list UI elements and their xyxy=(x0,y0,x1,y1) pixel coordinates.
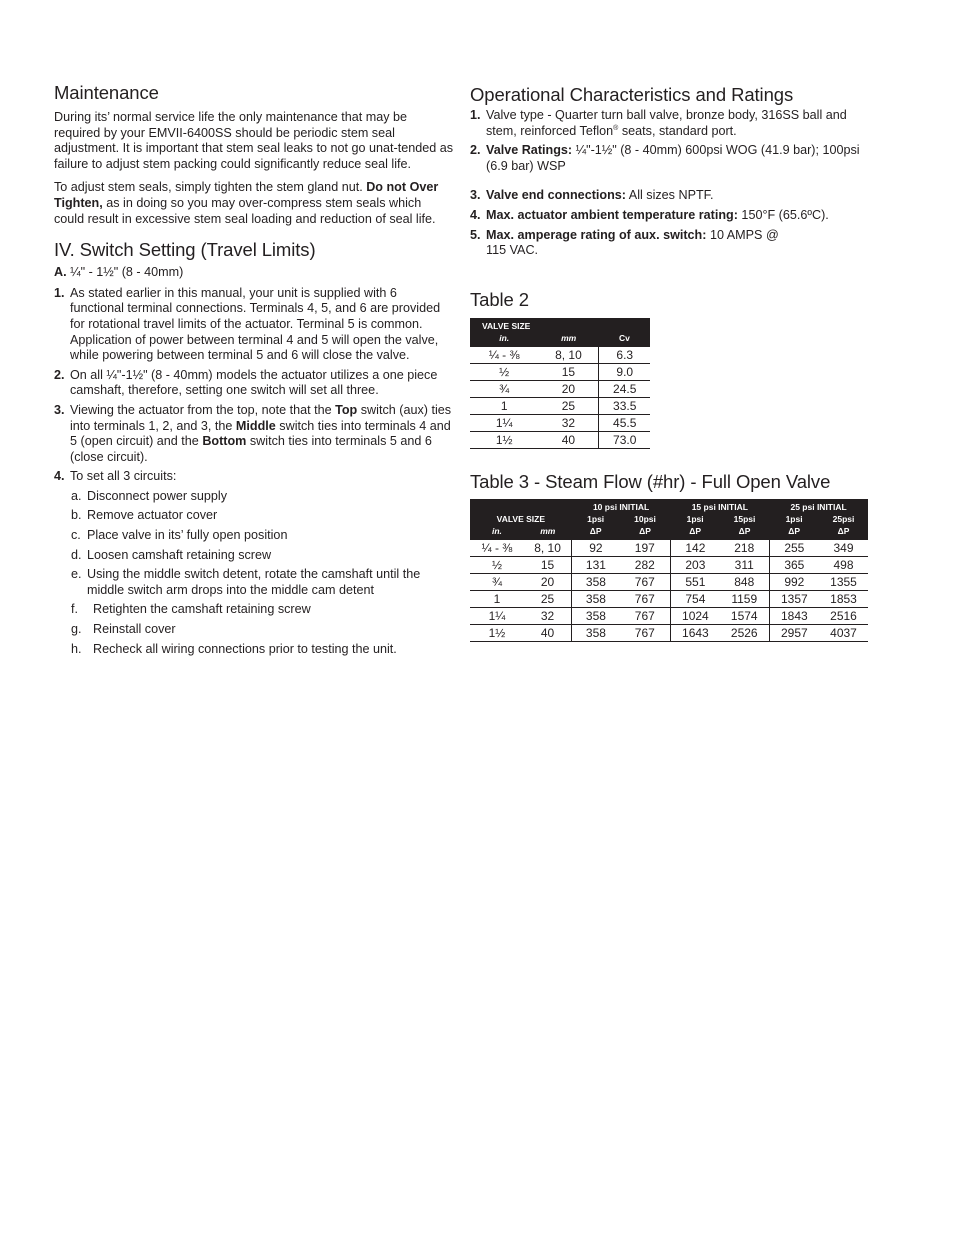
maintenance-paragraph-2: To adjust stem seals, simply tighten the stem gland nut. Do not Over Tighten, as in doing so you may over-compress stem seals which could result in excessive stem seal loading and reduction of seal life. xyxy=(54,180,439,226)
table-2-title: Table 2 xyxy=(470,288,529,310)
switch-setting-heading: IV. Switch Setting (Travel Limits) xyxy=(54,239,316,261)
switch-item-2: 2. On all ¼"-1½" (8 - 40mm) models the actuator utilizes a one piece camshaft, therefore, setting one switch will set all three. xyxy=(54,367,438,398)
table-row: 1½ 40 358 767 1643 2526 2957 4037 xyxy=(470,624,868,641)
step-a: a. Disconnect power supply xyxy=(71,488,228,503)
table-2-mm-header: mm xyxy=(538,332,599,347)
table-row: ½ 15 131 282 203 311 365 498 xyxy=(470,556,868,573)
table-row: 1 25 33.5 xyxy=(470,397,650,414)
ops-item-2: 2. Valve Ratings: ¼"-1½" (8 - 40mm) 600psi WOG (41.9 bar); 100psi (6.9 bar) WSP xyxy=(470,143,860,173)
step-c: c. Place valve in its’ fully open position xyxy=(71,528,288,543)
ops-item-5: 5. Max. amperage rating of aux. switch: 10 AMPS @ 115 VAC. xyxy=(470,227,779,258)
table-3-valve-size-header: VALVE SIZE xyxy=(470,499,572,525)
switch-size-range: A. ¼" - 1½" (8 - 40mm) xyxy=(54,265,184,280)
step-f: f. Retighten the camshaft retaining screw xyxy=(71,602,311,617)
switch-item-1: 1. As stated earlier in this manual, your unit is supplied with 6 functional terminal connections. Terminals 4, 5, and 6 are provided for rotational travel limits of the actuator. Terminal 5 is common. Application of power between terminal 4 and 5 will open the valve, while powering between terminal 5 and 6 will close the valve. xyxy=(54,285,441,363)
maintenance-heading: Maintenance xyxy=(54,82,159,103)
table-2 xyxy=(470,318,650,449)
table-row: 1 25 358 767 754 1159 1357 1853 xyxy=(470,590,868,607)
ops-item-3: 3. Valve end connections: All sizes NPTF. xyxy=(470,188,714,203)
table-row: 1½ 40 73.0 xyxy=(470,431,650,448)
step-g: g. Reinstall cover xyxy=(71,622,176,637)
table-row: 1¼ 32 358 767 1024 1574 1843 2516 xyxy=(470,607,868,624)
operational-heading: Operational Characteristics and Ratings xyxy=(470,84,794,105)
step-h: h. Recheck all wiring connections prior to testing the unit. xyxy=(71,641,397,656)
table-row: ¼ - ⅜ 8, 10 92 197 142 218 255 349 xyxy=(470,540,868,557)
ops-item-4: 4. Max. actuator ambient temperature rating: 150°F (65.6ºC). xyxy=(470,207,829,222)
table-3-group-25psi: 25 psi INITIAL xyxy=(769,499,868,513)
table-row: 1¼ 32 45.5 xyxy=(470,414,650,431)
table-2-cv-header: Cv xyxy=(599,332,650,347)
table-row: ½ 15 9.0 xyxy=(470,363,650,380)
table-3-group-10psi: 10 psi INITIAL xyxy=(572,499,671,513)
switch-item-3: 3. Viewing the actuator from the top, note that the Top switch (aux) ties into terminals 1, 2, and 3, the Middle switch ties into terminals 4 and 5 (open circuit) and the Bottom switch ties into terminals 5 and 6 (close circuit). xyxy=(54,402,452,464)
step-d: d. Loosen camshaft retaining screw xyxy=(71,547,272,562)
table-row: ¼ - ⅜ 8, 10 6.3 xyxy=(470,347,650,364)
left-column xyxy=(54,80,454,661)
ops-item-1: 1. Valve type - Quarter turn ball valve, bronze body, 316SS ball and stem, reinforced Teflon® seats, standard port. xyxy=(470,108,847,138)
table-3: VALVE SIZE 10 psi INITIAL 15 psi INITIAL 25 psi INITIAL 1psi 10psi 1psi 15psi 1psi 25psi in. mm ΔP ΔP ΔP ΔP ΔP ΔP ¼ - ⅜ 8, 10 92 197 142 218 255 349 ½ 15 131 282 203 311 365 498 ¾ 20 358 767 551 848 992 1355 1 25 358 767 754 1159 1357 1853 1¼ 32 358 767 1024 1574 1843 2516 1½ 40 358 767 1643 2526 2957 4037 xyxy=(470,499,868,642)
maintenance-paragraph-1: During its’ normal service life the only maintenance that may be required by your EMVII-6400SS should be periodic stem seal adjustment. It is important that stem seal leaks to not go unat-tended as failure to adjust stem packing could significantly reduce seal life. xyxy=(54,110,454,171)
table-3-title: Table 3 - Steam Flow (#hr) - Full Open Valve xyxy=(470,470,831,492)
table-2-valve-size-header: VALVE SIZE xyxy=(470,318,599,332)
table-row: ¾ 20 24.5 xyxy=(470,380,650,397)
step-b: b. Remove actuator cover xyxy=(71,508,218,523)
right-column xyxy=(470,80,870,642)
switch-item-4: 4. To set all 3 circuits: xyxy=(54,469,177,484)
table-row: ¾ 20 358 767 551 848 992 1355 xyxy=(470,573,868,590)
table-2-in-header: in. xyxy=(470,332,538,347)
step-e: e. Using the middle switch detent, rotate the camshaft until the middle switch arm drops into the middle cam detent xyxy=(71,567,421,597)
table-3-group-15psi: 15 psi INITIAL xyxy=(670,499,769,513)
